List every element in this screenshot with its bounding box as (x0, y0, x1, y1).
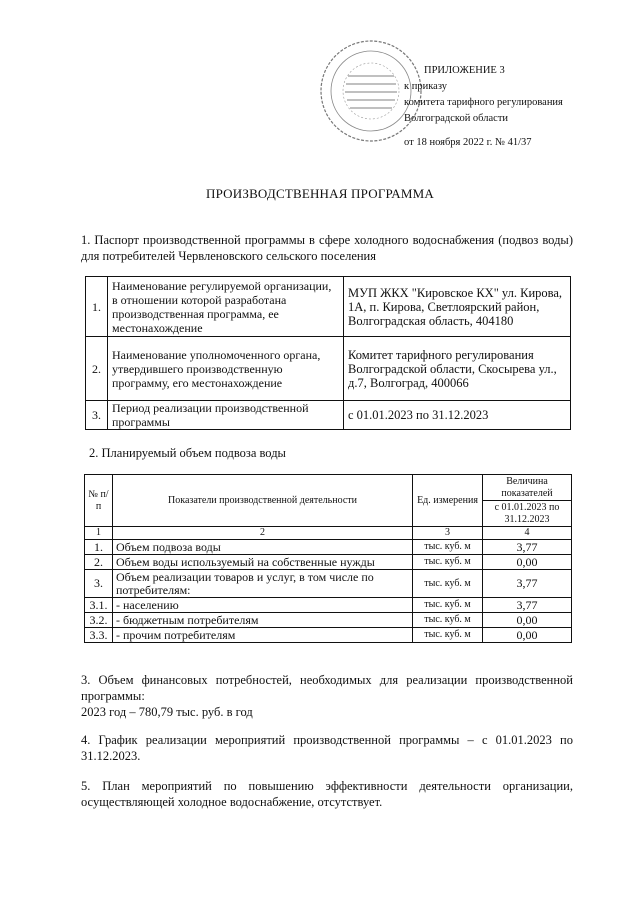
row-value: 0,00 (483, 555, 572, 570)
header-indicator: Показатели производственной деятельности (113, 475, 413, 527)
appendix-title: ПРИЛОЖЕНИЕ 3 (424, 65, 505, 76)
section3-value: 2023 год – 780,79 тыс. руб. в год (81, 705, 253, 719)
row-value: 3,77 (483, 598, 572, 613)
table-row (85, 540, 572, 555)
row-name: - населению (113, 598, 413, 613)
row-value: 0,00 (483, 613, 572, 628)
appendix-region: Волгоградской области (404, 113, 509, 124)
appendix-block (404, 62, 563, 152)
table-row (85, 628, 572, 643)
column-number: 4 (483, 527, 572, 540)
section3-heading: 3. Объем финансовых потребностей, необходимых для реализации производственной программы: (81, 673, 573, 703)
table-row (86, 277, 571, 337)
row-number: 1. (86, 277, 108, 337)
header-unit: Ед. измерения (413, 475, 483, 527)
row-number: 3. (85, 570, 113, 598)
row-unit: тыс. куб. м (413, 598, 483, 613)
header-value-period: с 01.01.2023 по 31.12.2023 (483, 501, 572, 527)
table-row (85, 570, 572, 598)
row-value: с 01.01.2023 по 31.12.2023 (344, 401, 571, 430)
row-value: Комитет тарифного регулирования Волгоградской области, Скосырева ул., д.7, Волгоград, 400066 (344, 337, 571, 401)
row-number: 3.1. (85, 598, 113, 613)
header-value-group: Величина показателей (483, 475, 572, 501)
appendix-committee: комитета тарифного регулирования (404, 97, 563, 108)
row-name: Объем воды используемый на собственные нужды (113, 555, 413, 570)
row-unit: тыс. куб. м (413, 570, 483, 598)
table-row (85, 598, 572, 613)
row-label: Наименование уполномоченного органа, утвердившего производственную программу, его местонахождение (108, 337, 344, 401)
table-row (86, 401, 571, 430)
column-number: 3 (413, 527, 483, 540)
column-number: 1 (85, 527, 113, 540)
table-row (86, 337, 571, 401)
row-unit: тыс. куб. м (413, 540, 483, 555)
row-unit: тыс. куб. м (413, 628, 483, 643)
table-row (85, 613, 572, 628)
row-name: - бюджетным потребителям (113, 613, 413, 628)
header-number: № п/п (85, 475, 113, 527)
row-label: Наименование регулируемой организации, в отношении которой разработана производственная программа, ее местонахождение (108, 277, 344, 337)
row-unit: тыс. куб. м (413, 555, 483, 570)
row-number: 2. (85, 555, 113, 570)
water-volume-table (84, 474, 572, 643)
row-name: Объем подвоза воды (113, 540, 413, 555)
section4-text: 4. График реализации мероприятий производственной программы – с 01.01.2023 по 31.12.2023. (81, 733, 573, 763)
appendix-order-ref: к приказу (404, 81, 447, 92)
page-title: ПРОИЗВОДСТВЕННАЯ ПРОГРАММА (206, 186, 434, 201)
row-number: 3.3. (85, 628, 113, 643)
row-value: 0,00 (483, 628, 572, 643)
table-row (85, 555, 572, 570)
row-number: 1. (85, 540, 113, 555)
section1-heading: 1. Паспорт производственной программы в сфере холодного водоснабжения (подвоз воды) для потребителей Червленовского сельского поселения (81, 233, 573, 263)
column-number-row (85, 527, 572, 540)
appendix-date-number: от 18 ноября 2022 г. № 41/37 (404, 137, 532, 148)
row-name: Объем реализации товаров и услуг, в том числе по потребителям: (113, 570, 413, 598)
column-number: 2 (113, 527, 413, 540)
table-header-row (85, 475, 572, 501)
row-unit: тыс. куб. м (413, 613, 483, 628)
section2-heading: 2. Планируемый объем подвоза воды (89, 446, 286, 460)
row-value: 3,77 (483, 540, 572, 555)
row-value: МУП ЖКХ "Кировское КХ" ул. Кирова, 1А, п. Кирова, Светлоярский район, Волгоградская область, 404180 (344, 277, 571, 337)
row-number: 3.2. (85, 613, 113, 628)
row-number: 3. (86, 401, 108, 430)
row-name: - прочим потребителям (113, 628, 413, 643)
section5-text: 5. План мероприятий по повышению эффективности деятельности организации, осуществляющей холодное водоснабжение, отсутствует. (81, 779, 573, 809)
passport-table (85, 276, 571, 430)
row-value: 3,77 (483, 570, 572, 598)
row-label: Период реализации производственной программы (108, 401, 344, 430)
row-number: 2. (86, 337, 108, 401)
